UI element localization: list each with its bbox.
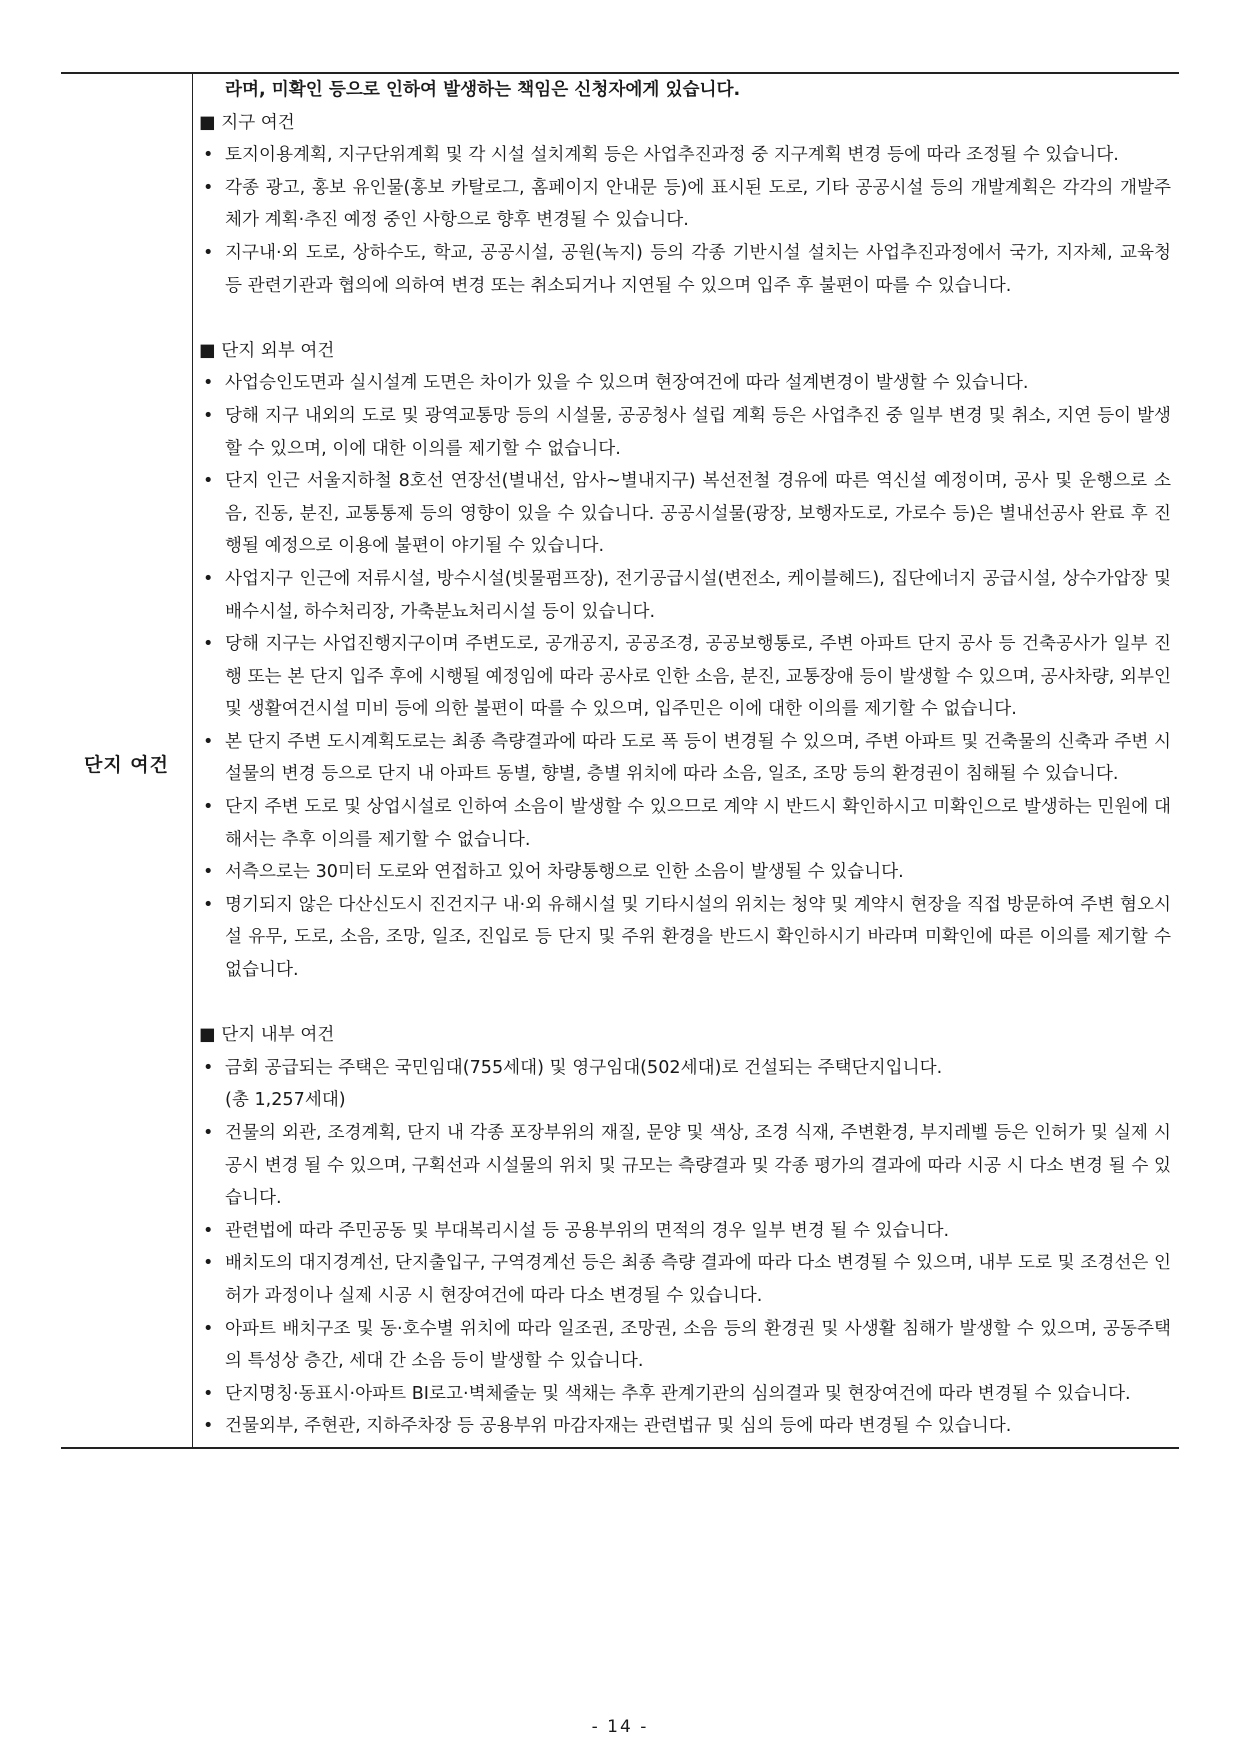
list-item: • 사업승인도면과 실시설계 도면은 차이가 있을 수 있으며 현장여건에 따라 설계변경이 발생할 수 있습니다.: [199, 367, 1171, 400]
list-item: • 사업지구 인근에 저류시설, 방수시설(빗물펌프장), 전기공급시설(변전소, 케이블헤드), 집단에너지 공급시설, 상수가압장 및 배수시설, 하수처리장, 가축분뇨처리시설 등이 있습니다.: [199, 563, 1171, 628]
list-item: • 단지 주변 도로 및 상업시설로 인하여 소음이 발생할 수 있으므로 계약 시 반드시 확인하시고 미확인으로 발생하는 민원에 대해서는 추후 이의를 제기할 수 없습니다.: [199, 791, 1171, 856]
list-item: • 단지명칭·동표시·아파트 BI로고·벽체줄눈 및 색채는 추후 관계기관의 심의결과 및 현장여건에 따라 변경될 수 있습니다.: [199, 1378, 1171, 1411]
list-item: • 당해 지구 내외의 도로 및 광역교통망 등의 시설물, 공공청사 설립 계획 등은 사업추진 중 일부 변경 및 취소, 지연 등이 발생할 수 있으며, 이에 대한 이의를 제기할 수 없습니다.: [199, 400, 1171, 465]
list-item: • 본 단지 주변 도시계획도로는 최종 측량결과에 따라 도로 폭 등이 변경될 수 있으며, 주변 아파트 및 건축물의 신축과 주변 시설물의 변경 등으로 단지 내 아파트 동별, 향별, 층별 위치에 따라 소음, 일조, 조망 등의 환경권이 침해될 수 있습니다.: [199, 726, 1171, 791]
spacer: [199, 987, 1171, 1020]
list-item: • 토지이용계획, 지구단위계획 및 각 시설 설치계획 등은 사업추진과정 중 지구계획 변경 등에 따라 조정될 수 있습니다.: [199, 139, 1171, 172]
continued-notice: 라며, 미확인 등으로 인하여 발생하는 책임은 신청자에게 있습니다.: [225, 80, 741, 100]
section-heading-external: ■ 단지 외부 여건: [199, 340, 335, 361]
list-item: • 단지 인근 서울지하철 8호선 연장선(별내선, 암사~별내지구) 복선전철 경유에 따른 역신설 예정이며, 공사 및 운행으로 소음, 진동, 분진, 교통통제 등의 영향이 있을 수 있습니다. 공공시설물(광장, 보행자도로, 가로수 등)은 별내선공사 완료 후 진행될 예정으로 이용에 불편이 야기될 수 있습니다.: [199, 465, 1171, 563]
page-number: - 14 -: [591, 1717, 649, 1737]
list-item: • 명기되지 않은 다산신도시 진건지구 내·외 유해시설 및 기타시설의 위치는 청약 및 계약시 현장을 직접 방문하여 주변 혐오시설 유무, 도로, 소음, 조망, 일조, 진입로 등 단지 및 주위 환경을 반드시 확인하시기 바라며 미확인에 따른 이의를 제기할 수 없습니다.: [199, 889, 1171, 987]
spacer: [199, 302, 1171, 335]
section-heading-internal: ■ 단지 내부 여건: [199, 1025, 335, 1046]
row-label: 단지 여건: [83, 753, 170, 776]
section-heading-district: ■ 지구 여건: [199, 112, 295, 133]
list-item: • 배치도의 대지경계선, 단지출입구, 구역경계선 등은 최종 측량 결과에 따라 다소 변경될 수 있으며, 내부 도로 및 조경선은 인허가 과정이나 실제 시공 시 현장여건에 따라 다소 변경될 수 있습니다.: [199, 1247, 1171, 1312]
list-item: • 지구내·외 도로, 상하수도, 학교, 공공시설, 공원(녹지) 등의 각종 기반시설 설치는 사업추진과정에서 국가, 지자체, 교육청 등 관련기관과 협의에 의하여 변경 또는 취소되거나 지연될 수 있으며 입주 후 불편이 따를 수 있습니다.: [199, 237, 1171, 302]
list-item-note: (총 1,257세대): [225, 1090, 346, 1111]
list-item: • 각종 광고, 홍보 유인물(홍보 카탈로그, 홈페이지 안내문 등)에 표시된 도로, 기타 공공시설 등의 개발계획은 각각의 개발주체가 계획·추진 예정 중인 사항으로 향후 변경될 수 있습니다.: [199, 172, 1171, 237]
row-label-cell: [61, 74, 193, 1447]
list-item: • 관련법에 따라 주민공동 및 부대복리시설 등 공용부위의 면적의 경우 일부 변경 될 수 있습니다.: [199, 1215, 1171, 1248]
list-item: • 금회 공급되는 주택은 국민임대(755세대) 및 영구임대(502세대)로 건설되는 주택단지입니다.: [199, 1052, 1171, 1085]
list-item: • 건물의 외관, 조경계획, 단지 내 각종 포장부위의 재질, 문양 및 색상, 조경 식재, 주변환경, 부지레벨 등은 인허가 및 실제 시공시 변경 될 수 있으며, 구획선과 시설물의 위치 및 규모는 측량결과 및 각종 평가의 결과에 따라 시공 시 다소 변경 될 수 있습니다.: [199, 1117, 1171, 1215]
content-cell: [193, 74, 1179, 1447]
list-item: • 당해 지구는 사업진행지구이며 주변도로, 공개공지, 공공조경, 공공보행통로, 주변 아파트 단지 공사 등 건축공사가 일부 진행 또는 본 단지 입주 후에 시행될 예정임에 따라 공사로 인한 소음, 분진, 교통장애 등이 발생할 수 있으며, 공사차량, 외부인 및 생활여건시설 미비 등에 의한 불편이 따를 수 있으며, 입주민은 이에 대한 이의를 제기할 수 없습니다.: [199, 628, 1171, 726]
list-item: • 아파트 배치구조 및 동·호수별 위치에 따라 일조권, 조망권, 소음 등의 환경권 및 사생활 침해가 발생할 수 있으며, 공동주택의 특성상 층간, 세대 간 소음 등이 발생할 수 있습니다.: [199, 1313, 1171, 1378]
list-item: • 서측으로는 30미터 도로와 연접하고 있어 차량통행으로 인한 소음이 발생될 수 있습니다.: [199, 856, 1171, 889]
conditions-table: [61, 72, 1179, 1449]
list-item: • 건물외부, 주현관, 지하주차장 등 공용부위 마감자재는 관련법규 및 심의 등에 따라 변경될 수 있습니다.: [199, 1410, 1171, 1443]
